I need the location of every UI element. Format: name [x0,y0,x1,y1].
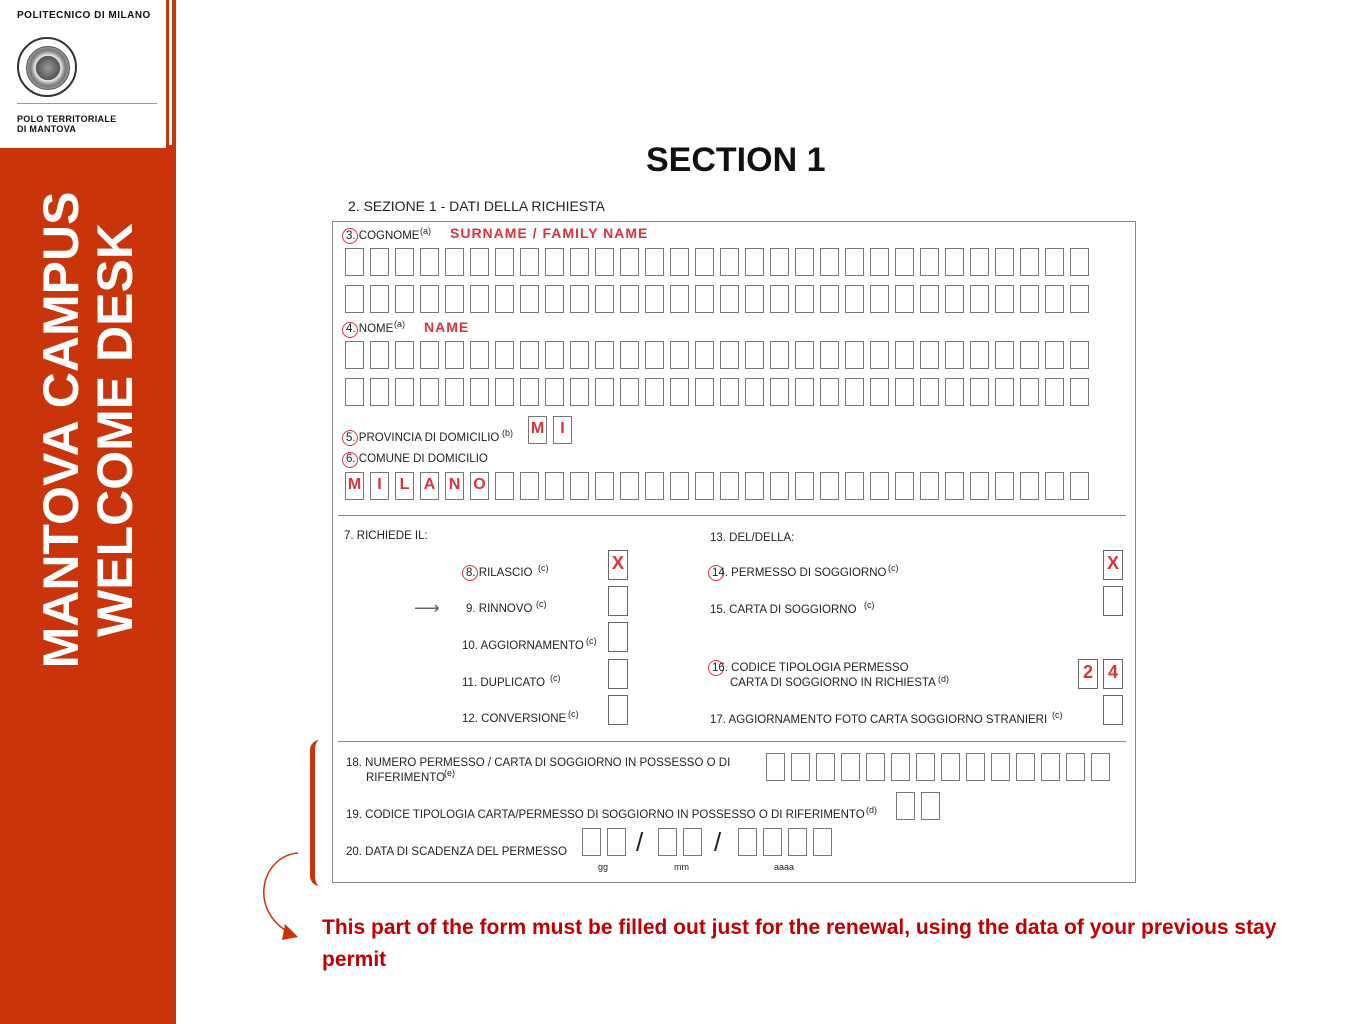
field-14-label: 14. PERMESSO DI SOGGIORNO [712,567,887,579]
field-10-checkbox [608,622,628,652]
university-seal-icon [17,37,77,97]
comune-letter: I [377,476,382,493]
field-4-label: 4. NOME [346,323,394,335]
field-4-mark: (a) [394,319,405,329]
permit-type-boxes [896,792,940,820]
field-20-label: 20. DATA DI SCADENZA DEL PERMESSO [346,846,567,858]
date-separator: / [636,827,644,857]
form-divider [338,515,1126,516]
field-12-checkbox [608,695,628,725]
campus-name-line1: POLO TERRITORIALE [17,114,117,124]
university-name: POLITECNICO DI MILANO [17,10,151,21]
field-17-label: 17. AGGIORNAMENTO FOTO CARTA SOGGIORNO STRANIERI [710,714,1048,726]
field-14-mark: (c) [888,563,899,573]
date-day-caption: gg [598,862,609,872]
field-12-label: 12. CONVERSIONE [462,713,567,725]
permit-number-boxes [766,753,1110,781]
field-11-label: 11. DUPLICATO [462,677,546,689]
field-16-digit-box [1078,659,1098,689]
field-3-label: 3. COGNOME [346,230,420,242]
code-digit: 2 [1082,662,1093,682]
field-8-label: 8. RILASCIO [466,567,533,579]
field-15-checkbox [1103,586,1123,616]
field-10-label: 10. AGGIORNAMENTO [462,640,584,652]
curved-arrow-icon [252,848,302,944]
field-5-mark: (b) [502,428,513,438]
form-divider [338,741,1126,742]
province-letter: M [530,420,545,437]
comune-letter: N [448,476,461,493]
logo-area [0,0,170,148]
field-3-mark: (a) [420,226,431,236]
field-16-mark: (d) [938,674,949,684]
field-10-mark: (c) [586,636,597,646]
field-4-handwriting: NAME [424,319,470,335]
permit-form-image [330,190,1140,887]
field-8-mark: (c) [538,563,549,573]
arrow-right-icon: ⟶ [414,598,440,618]
comune-letter: A [423,476,436,493]
field-9-label: 9. RINNOVO [466,603,533,615]
surname-boxes-row1 [345,248,1089,276]
field-9-checkbox [608,586,628,616]
date-separator: / [714,827,722,857]
field-16-label-line1: 16. CODICE TIPOLOGIA PERMESSO [712,662,909,674]
campus-name [17,114,116,134]
field-11-mark: (c) [550,673,561,683]
form-header: 2. SEZIONE 1 - DATI DELLA RICHIESTA [348,198,605,214]
check-mark: X [1106,553,1119,573]
field-18-label-line2: RIFERIMENTO [366,772,446,784]
renewal-note: This part of the form must be filled out just for the renewal, using the data of your previous stay permit [322,916,1277,971]
name-boxes-row2 [345,378,1089,406]
field-15-label: 15. CARTA DI SOGGIORNO [710,604,857,616]
date-month-boxes [658,828,702,856]
comune-letter: O [473,476,486,493]
surname-boxes-row2 [345,285,1089,313]
field-5-label: 5. PROVINCIA DI DOMICILIO [346,432,500,444]
province-boxes [528,416,572,444]
slide-title: SECTION 1 [646,141,826,179]
field-9-mark: (c) [536,599,547,609]
field-16-digit-box [1103,659,1123,689]
field-15-mark: (c) [864,600,875,610]
field-3-handwriting: SURNAME / FAMILY NAME [450,225,649,241]
field-6-label: 6. COMUNE DI DOMICILIO [346,453,488,465]
comune-letter: M [347,476,362,493]
field-11-checkbox [608,659,628,689]
comune-letter: L [399,476,410,493]
field-13-label: 13. DEL/DELLA: [710,532,795,544]
date-year-boxes [738,828,832,856]
province-letter: I [560,420,565,437]
campus-name-line2: DI MANTOVA [17,124,77,134]
date-year-caption: aaaa [774,862,795,872]
field-19-mark: (d) [866,805,877,815]
field-14-checkbox [1103,550,1123,580]
field-12-mark: (c) [568,709,579,719]
logo-divider [17,103,157,104]
field-19-label: 19. CODICE TIPOLOGIA CARTA/PERMESSO DI SOGGIORNO IN POSSESSO O DI RIFERIMENTO [346,809,865,821]
field-16-label-line2: CARTA DI SOGGIORNO IN RICHIESTA [730,677,936,689]
code-digit: 4 [1107,662,1118,682]
highlight-bracket [310,740,325,886]
date-month-caption: mm [674,862,689,872]
name-boxes-row1 [345,341,1089,369]
sidebar-title-line1: MANTOVA CAMPUS [33,191,89,669]
field-17-mark: (c) [1052,710,1063,720]
field-18-mark: (e) [444,768,455,778]
field-17-checkbox [1103,695,1123,725]
check-mark: X [611,553,624,573]
sidebar-title-line2: WELCOME DESK [87,223,143,637]
field-7-label: 7. RICHIEDE IL: [344,530,428,542]
comune-boxes [345,472,1089,500]
logo-stripe-gap [169,0,172,145]
field-8-checkbox [608,550,628,580]
date-day-boxes [582,828,626,856]
sidebar-title [34,192,142,669]
field-18-label-line1: 18. NUMERO PERMESSO / CARTA DI SOGGIORNO IN POSSESSO O DI [346,757,731,769]
